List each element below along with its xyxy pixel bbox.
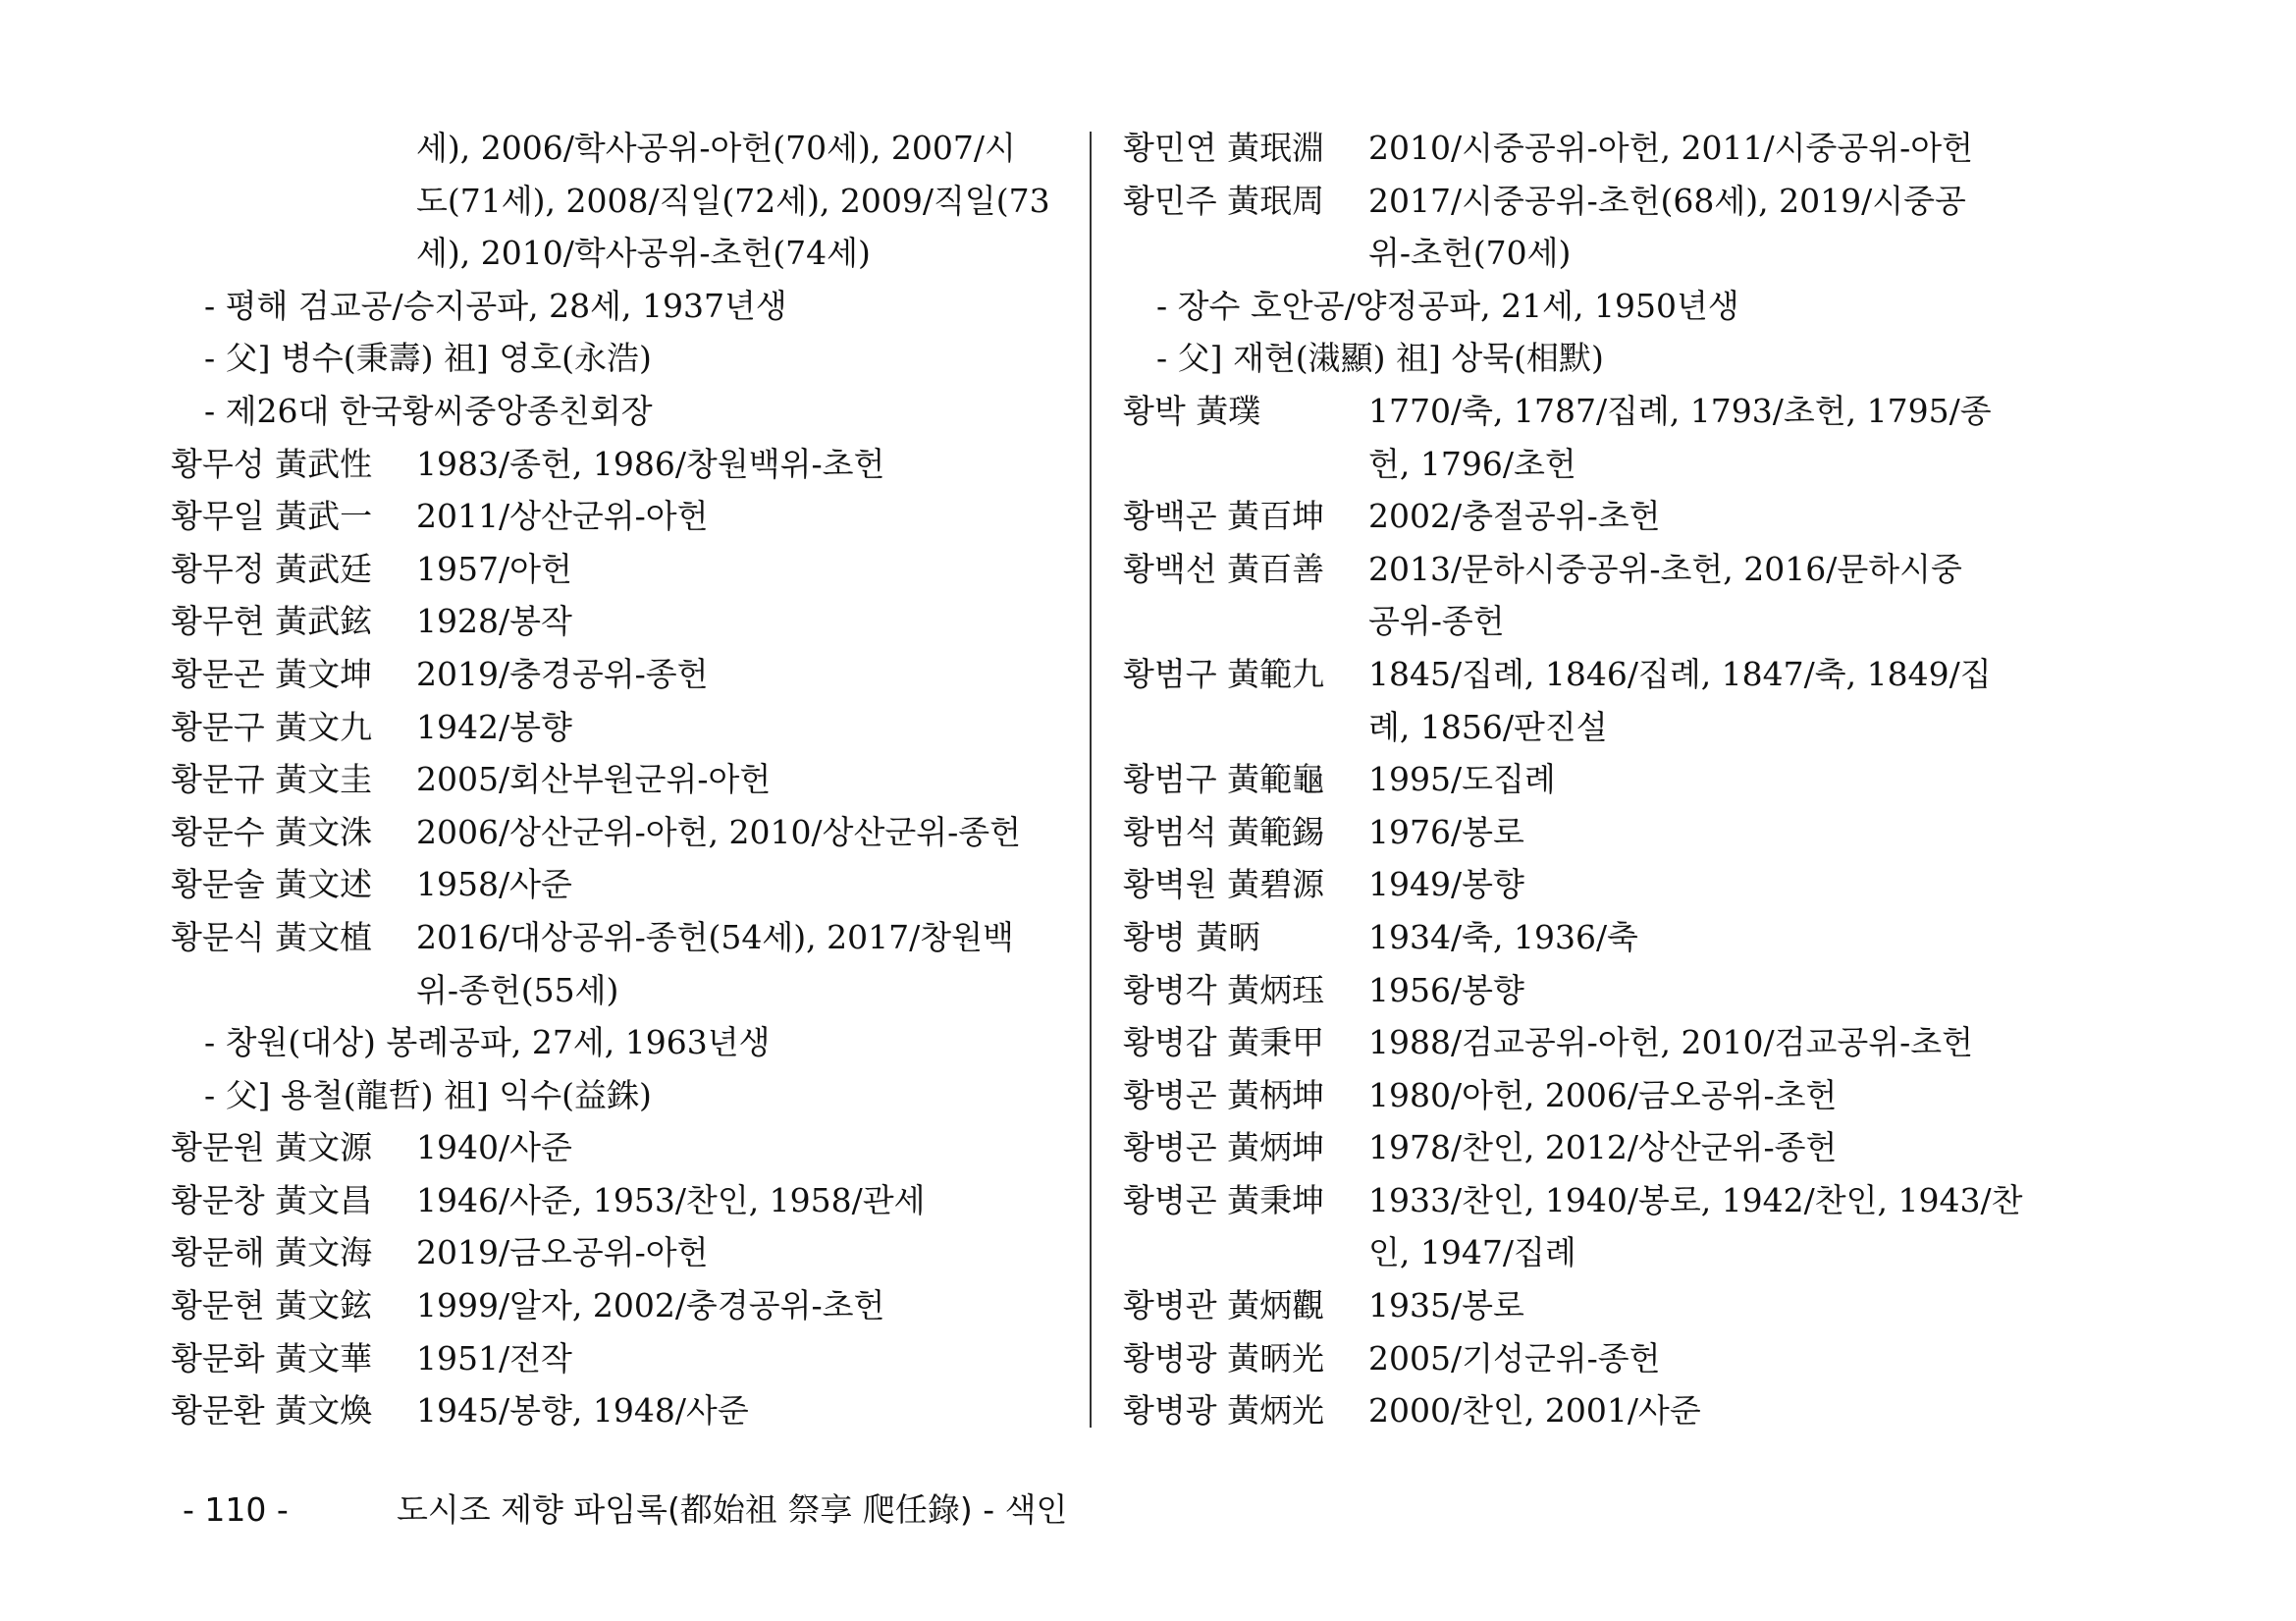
entry-name: 황민연 黃珉淵 [1123,129,1325,167]
entry-text: 1978/찬인, 2012/상산군위-종헌 [1368,1128,1838,1167]
entry-text: 세), 2006/학사공위-아헌(70세), 2007/시 [416,129,1016,167]
entry-name: 황병곤 黃炳坤 [1123,1128,1325,1167]
entry-text: - 창원(대상) 봉례공파, 27세, 1963년생 [204,1023,771,1062]
index-entry [171,858,1064,911]
entry-name: 황문화 黃文華 [171,1338,373,1378]
entry-text: 1940/사준 [416,1128,572,1167]
index-entry [1123,964,2026,1017]
entry-detail-line [171,1069,1064,1122]
index-entry [1123,1016,2026,1069]
entry-text: 1942/봉향 [416,707,572,746]
entry-name: 황병갑 黃秉甲 [1123,1023,1325,1062]
entry-name: 황박 黃璞 [1123,391,1261,430]
entry-name: 황병 黃昞 [1123,917,1261,956]
entry-text: 1928/봉작 [416,602,572,641]
entry-text: 2019/충경공위-종헌 [416,654,709,693]
index-entry [1123,1069,2026,1122]
entry-text: 1770/축, 1787/집례, 1793/초헌, 1795/종 [1368,391,1992,430]
index-entry [1123,1279,2026,1332]
index-entry [1123,1332,2026,1385]
entry-continuation-line [1123,438,2026,491]
index-entry [1123,858,2026,911]
entry-name: 황병광 黃昞光 [1123,1338,1325,1378]
entry-detail-line [171,385,1064,438]
entry-name: 황벽원 黃碧源 [1123,865,1325,904]
entry-name: 황병광 黃炳光 [1123,1391,1325,1431]
index-column-right [1123,122,2026,1437]
entry-text: 공위-종헌 [1368,602,1505,641]
entry-text: - 제26대 한국황씨중앙종친회장 [204,391,653,430]
entry-text: 2002/충절공위-초헌 [1368,497,1661,536]
index-entry [1123,1384,2026,1437]
entry-name: 황범구 黃範九 [1123,654,1325,693]
entry-text: 1933/찬인, 1940/봉로, 1942/찬인, 1943/찬 [1368,1180,2023,1219]
entry-text: - 父] 병수(秉壽) 祖] 영호(永浩) [204,339,652,378]
entry-detail-line [171,1016,1064,1069]
index-entry [171,753,1064,806]
entry-name: 황문술 黃文述 [171,865,373,904]
index-entry [1123,175,2026,228]
entry-name: 황병관 黃炳觀 [1123,1286,1325,1325]
entry-text: - 평해 검교공/승지공파, 28세, 1937년생 [204,286,787,325]
entry-text: 1951/전작 [416,1338,572,1378]
entry-name: 황병곤 黃秉坤 [1123,1180,1325,1219]
entry-text: 1957/아헌 [416,549,572,588]
index-entry [171,1384,1064,1437]
entry-name: 황병곤 黃柄坤 [1123,1075,1325,1114]
entry-text: 2010/시중공위-아헌, 2011/시중공위-아헌 [1368,129,1974,167]
entry-continuation-line [171,964,1064,1017]
entry-text: 1956/봉향 [1368,970,1524,1009]
entry-name: 황병각 黃炳珏 [1123,970,1325,1009]
index-entry [171,1174,1064,1227]
entry-detail-line [171,332,1064,385]
entry-text: 1995/도집례 [1368,760,1556,799]
entry-name: 황문창 黃文昌 [171,1180,373,1219]
entry-name: 황백곤 黃百坤 [1123,497,1325,536]
index-entry [1123,543,2026,596]
index-entry [171,911,1064,964]
entry-name: 황문수 黃文洙 [171,812,373,851]
entry-text: 2011/상산군위-아헌 [416,497,709,536]
index-entry [1123,753,2026,806]
entry-name: 황문현 黃文鉉 [171,1286,373,1325]
page-footer [183,1488,1067,1532]
entry-name: 황문식 黃文植 [171,917,373,956]
entry-text: 1958/사준 [416,865,572,904]
entry-name: 황무성 黃武性 [171,444,373,483]
index-entry [171,1121,1064,1174]
index-entry [1123,1121,2026,1174]
index-entry [171,595,1064,648]
entry-continuation-line [171,122,1064,175]
entry-continuation-line [171,227,1064,280]
entry-text: 1980/아헌, 2006/금오공위-초헌 [1368,1075,1838,1114]
entry-continuation-line [1123,1226,2026,1279]
index-entry [171,438,1064,491]
entry-text: 2017/시중공위-초헌(68세), 2019/시중공 [1368,181,1966,220]
index-entry [1123,648,2026,701]
entry-continuation-line [1123,227,2026,280]
entry-text: 1946/사준, 1953/찬인, 1958/관세 [416,1180,926,1219]
index-entry [171,490,1064,543]
entry-name: 황문원 黃文源 [171,1128,373,1167]
entry-text: 2005/회산부원군위-아헌 [416,760,772,799]
entry-detail-line [1123,332,2026,385]
entry-text: 1845/집례, 1846/집례, 1847/축, 1849/집 [1368,654,1992,693]
index-entry [1123,385,2026,438]
entry-text: 1999/알자, 2002/충경공위-초헌 [416,1286,885,1325]
entry-detail-line [171,280,1064,333]
entry-name: 황문환 黃文煥 [171,1391,373,1431]
entry-text: 헌, 1796/초헌 [1368,444,1576,483]
entry-name: 황범석 黃範錫 [1123,812,1325,851]
entry-text: 2013/문하시중공위-초헌, 2016/문하시중 [1368,549,1962,588]
index-entry [171,648,1064,701]
index-entry [171,1279,1064,1332]
index-entry [1123,122,2026,175]
entry-continuation-line [1123,595,2026,648]
entry-text: 2016/대상공위-종헌(54세), 2017/창원백 [416,917,1014,956]
index-entry [1123,911,2026,964]
entry-text: 위-종헌(55세) [416,970,619,1009]
entry-text: 1945/봉향, 1948/사준 [416,1391,749,1431]
index-entry [1123,490,2026,543]
entry-text: 1988/검교공위-아헌, 2010/검교공위-초헌 [1368,1023,1974,1062]
entry-name: 황문해 黃文海 [171,1233,373,1272]
entry-text: - 장수 호안공/양정공파, 21세, 1950년생 [1156,286,1739,325]
entry-name: 황무일 黃武一 [171,497,373,536]
entry-text: 인, 1947/집례 [1368,1233,1576,1272]
entry-text: 1934/축, 1936/축 [1368,917,1638,956]
index-entry [1123,1174,2026,1227]
entry-text: 도(71세), 2008/직일(72세), 2009/직일(73 [416,181,1050,220]
entry-detail-line [1123,280,2026,333]
entry-name: 황무현 黃武鉉 [171,602,373,641]
column-divider [1090,132,1092,1428]
entry-text: 1976/봉로 [1368,812,1524,851]
page-number: - 110 - [183,1490,289,1529]
index-column-left [171,122,1064,1437]
entry-name: 황문구 黃文九 [171,707,373,746]
entry-continuation-line [1123,701,2026,754]
entry-text: 례, 1856/판진설 [1368,707,1608,746]
entry-continuation-line [171,175,1064,228]
entry-text: 2019/금오공위-아헌 [416,1233,709,1272]
entry-text: 1949/봉향 [1368,865,1524,904]
entry-text: 2000/찬인, 2001/사준 [1368,1391,1701,1431]
entry-name: 황문규 黃文圭 [171,760,373,799]
entry-text: - 父] 재현(溨顯) 祖] 상묵(相默) [1156,339,1604,378]
entry-name: 황범구 黃範龜 [1123,760,1325,799]
entry-name: 황문곤 黃文坤 [171,654,373,693]
index-entry [1123,806,2026,859]
entry-text: 1935/봉로 [1368,1286,1524,1325]
entry-text: - 父] 용철(龍哲) 祖] 익수(益銖) [204,1075,652,1114]
footer-title: 도시조 제향 파임록(都始祖 祭享 爬任錄) - 색인 [397,1490,1068,1529]
entry-name: 황백선 黃百善 [1123,549,1325,588]
entry-text: 2006/상산군위-아헌, 2010/상산군위-종헌 [416,812,1022,851]
index-entry [171,701,1064,754]
entry-text: 1983/종헌, 1986/창원백위-초헌 [416,444,885,483]
index-entry [171,543,1064,596]
entry-text: 2005/기성군위-종헌 [1368,1338,1661,1378]
entry-text: 위-초헌(70세) [1368,234,1572,273]
entry-text: 세), 2010/학사공위-초헌(74세) [416,234,871,273]
index-entry [171,1332,1064,1385]
index-entry [171,1226,1064,1279]
index-entry [171,806,1064,859]
entry-name: 황무정 黃武廷 [171,549,373,588]
entry-name: 황민주 黃珉周 [1123,181,1325,220]
